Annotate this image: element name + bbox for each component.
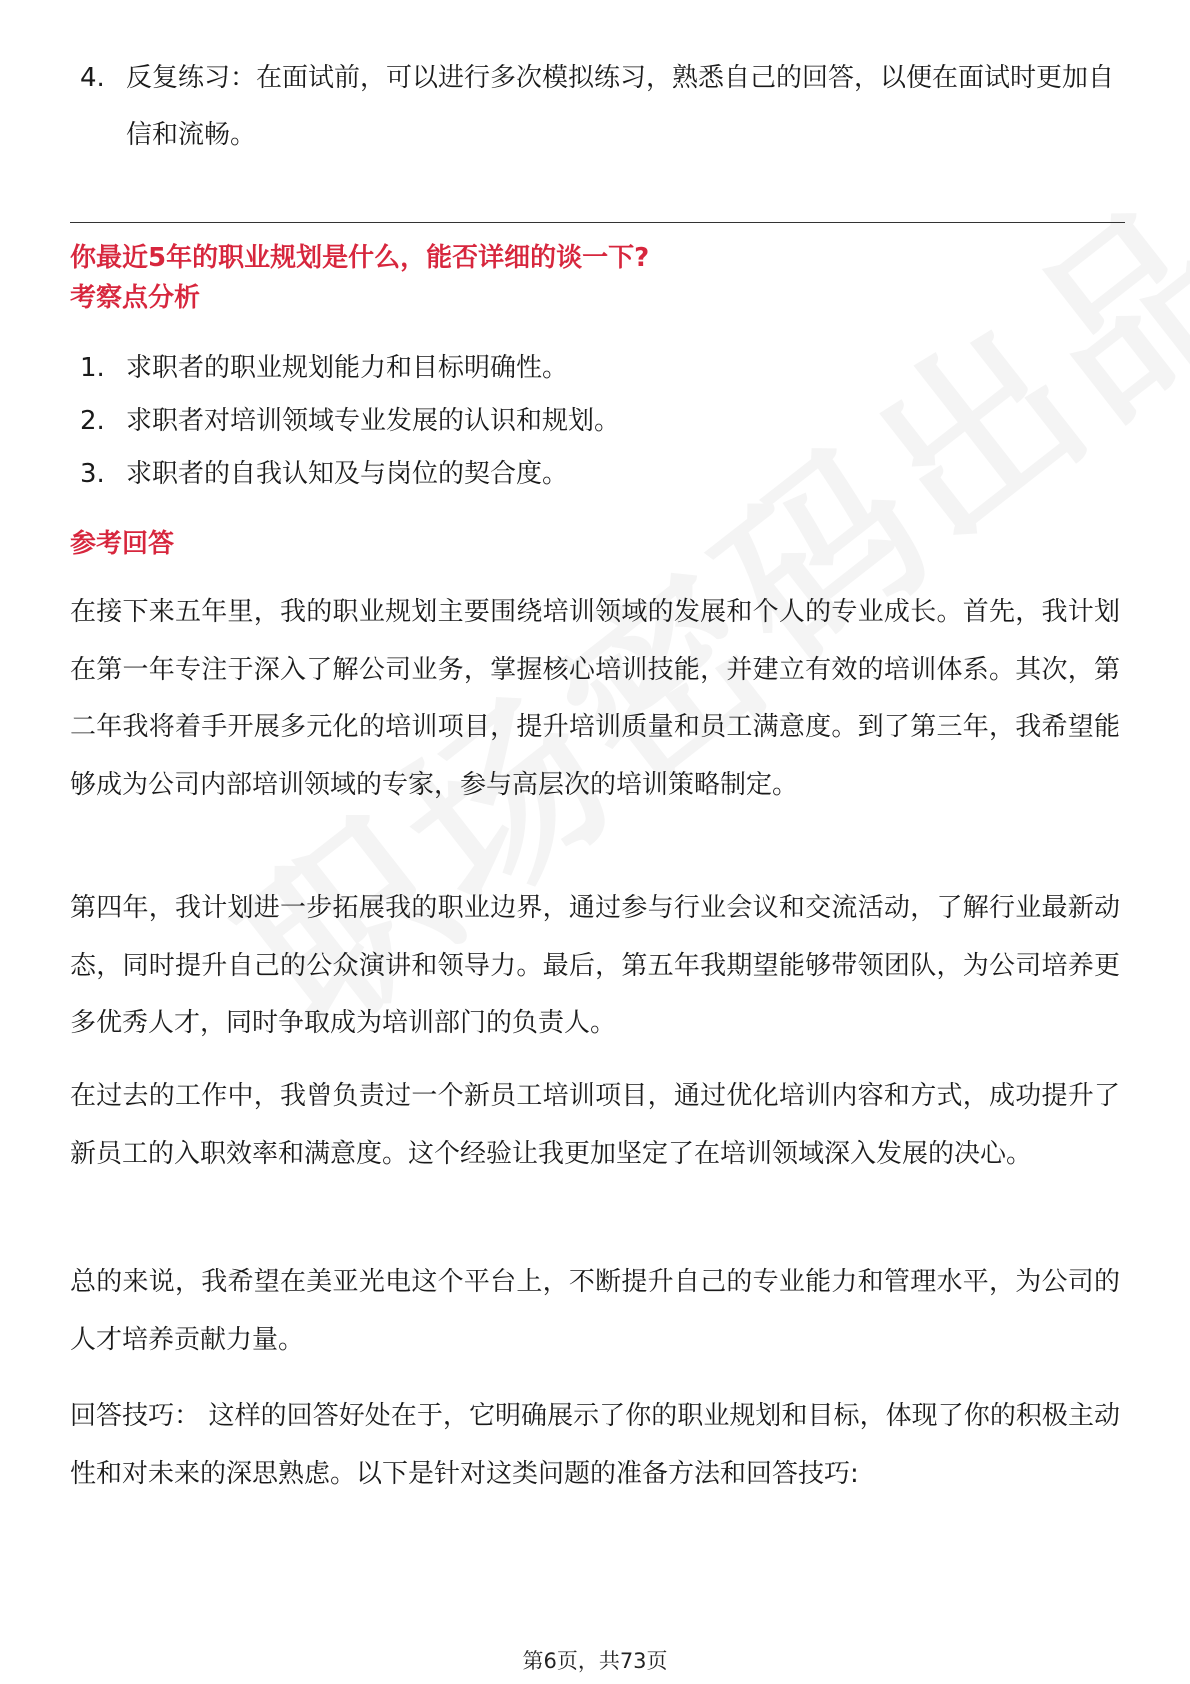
list-text: 求职者对培训领域专业发展的认识和规划。 — [126, 406, 621, 436]
list-number: 1. — [80, 353, 105, 383]
answer-paragraph-1: 在接下来五年里，我的职业规划主要围绕培训领域的发展和个人的专业成长。首先，我计划在第一年专注于深入了解公司业务，掌握核心培训技能，并建立有效的培训体系。其次，第二年我将着手开展多元化的培训项目，提升培训质量和员工满意度。到了第三年，我希望能够成为公司内部培训领域的专家，参与高层次的培训策略制定。 — [70, 597, 1120, 800]
answer-heading: 参考回答 — [70, 529, 175, 559]
answer-paragraph-2: 第四年，我计划进一步拓展我的职业边界，通过参与行业会议和交流活动，了解行业最新动态，同时提升自己的公众演讲和领导力。最后，第五年我期望能够带领团队，为公司培养更多优秀人才，同时争取成为培训部门的负责人。 — [70, 893, 1120, 1038]
list-text: 求职者的自我认知及与岗位的契合度。 — [126, 459, 569, 489]
section-divider — [70, 222, 1125, 223]
answer-tips: 回答技巧： 这样的回答好处在于，它明确展示了你的职业规划和目标，体现了你的积极主动性和对未来的深思熟虑。以下是针对这类问题的准备方法和回答技巧: — [70, 1401, 1120, 1489]
analysis-item-1 — [80, 340, 1120, 397]
question-title: 你最近5年的职业规划是什么，能否详细的谈一下? — [70, 243, 650, 273]
analysis-heading: 考察点分析 — [70, 283, 201, 313]
list-number: 3. — [80, 459, 105, 489]
list-number: 2. — [80, 406, 105, 436]
analysis-item-3 — [80, 446, 1120, 503]
list-text: 求职者的职业规划能力和目标明确性。 — [126, 353, 569, 383]
list-number: 4. — [80, 63, 105, 93]
list-item-top — [80, 50, 1120, 164]
answer-paragraph-4: 总的来说，我希望在美亚光电这个平台上，不断提升自己的专业能力和管理水平，为公司的人才培养贡献力量。 — [70, 1267, 1120, 1355]
answer-paragraph-3: 在过去的工作中，我曾负责过一个新员工培训项目，通过优化培训内容和方式，成功提升了新员工的入职效率和满意度。这个经验让我更加坚定了在培训领域深入发展的决心。 — [70, 1081, 1120, 1169]
page-footer: 第6页，共73页 — [522, 1649, 668, 1673]
list-text: 反复练习：在面试前，可以进行多次模拟练习，熟悉自己的回答，以便在面试时更加自信和流畅。 — [126, 63, 1115, 150]
analysis-item-2 — [80, 393, 1120, 450]
